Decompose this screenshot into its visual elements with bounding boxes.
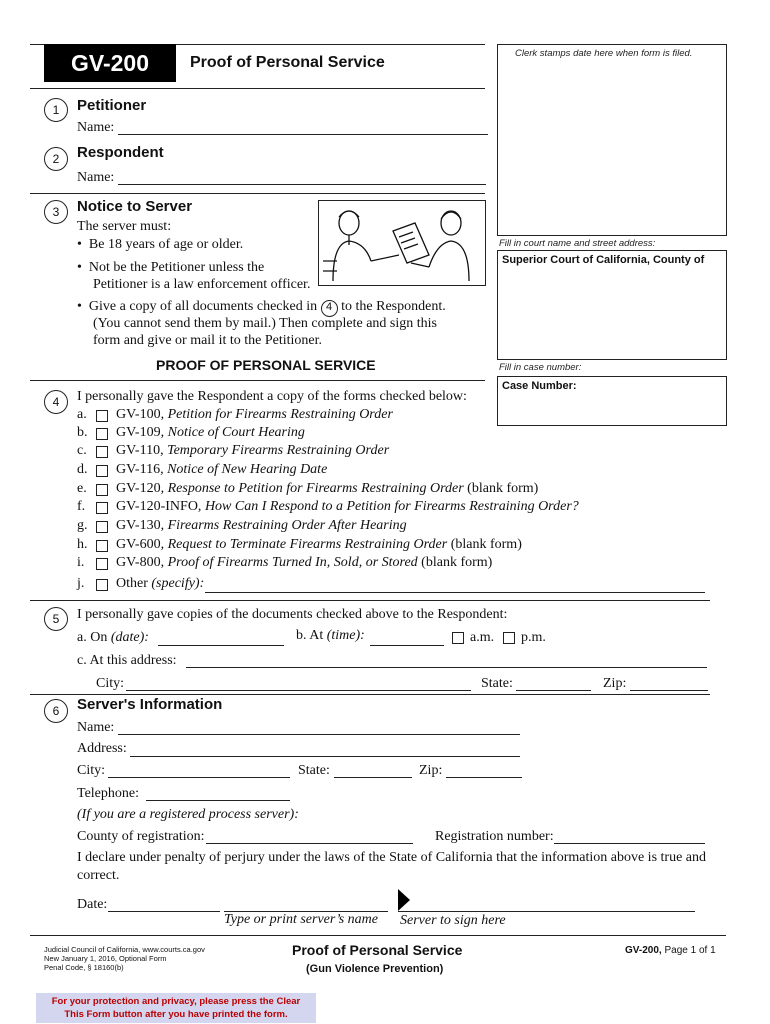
server-illustration bbox=[318, 200, 486, 286]
service-city-label: City: bbox=[96, 676, 125, 691]
case-number-label: Case Number: bbox=[502, 380, 577, 392]
footer-citation bbox=[44, 945, 205, 972]
form-item-h-label: GV-600, Request to Terminate Firearms Restraining Order (blank form) bbox=[116, 537, 522, 552]
service-address-field[interactable] bbox=[186, 667, 707, 668]
section-5-number: 5 bbox=[44, 607, 68, 631]
form-item-a-checkbox[interactable] bbox=[96, 410, 108, 422]
section-2-title: Respondent bbox=[77, 144, 164, 161]
service-date-label: a. On (date): bbox=[77, 630, 149, 645]
forms-given-intro: I personally gave the Respondent a copy of the forms checked below: bbox=[77, 389, 467, 404]
printed-name-caption: Type or print server’s name bbox=[224, 912, 378, 927]
server-rule-1: • Be 18 years of age or older. bbox=[77, 237, 244, 252]
form-item-f-label: GV-120-INFO, How Can I Respond to a Petition for Firearms Restraining Order? bbox=[116, 499, 579, 514]
clear-form-notice bbox=[36, 993, 316, 1023]
section-6-number: 6 bbox=[44, 699, 68, 723]
section-4-rule bbox=[30, 600, 710, 601]
signature-date-label: Date: bbox=[77, 897, 108, 912]
footer-rule bbox=[30, 935, 726, 936]
form-item-j: j. bbox=[77, 576, 85, 591]
footer-citation-line-1: Judicial Council of California, www.courts.ca.gov bbox=[44, 945, 205, 954]
form-item-b-label: GV-109, Notice of Court Hearing bbox=[116, 425, 305, 440]
proof-heading-rule bbox=[30, 380, 485, 381]
server-telephone-field[interactable] bbox=[146, 800, 290, 801]
server-rule-2: • Not be the Petitioner unless the bbox=[77, 260, 265, 275]
footer-citation-line-2: New January 1, 2016, Optional Form bbox=[44, 954, 167, 963]
server-rule-2-cont: Petitioner is a law enforcement officer. bbox=[93, 277, 311, 292]
server-zip-field[interactable] bbox=[446, 777, 522, 778]
server-rule-3-cont2: form and give or mail it to the Petitioner. bbox=[93, 333, 323, 348]
form-item-g-label: GV-130, Firearms Restraining Order After Hearing bbox=[116, 518, 407, 533]
clerk-stamp-box[interactable] bbox=[497, 44, 727, 236]
perjury-declaration: I declare under penalty of perjury under the laws of the State of California that the information above is true and bbox=[77, 850, 707, 865]
server-name-label: Name: bbox=[77, 720, 115, 735]
pm-label: p.m. bbox=[521, 630, 546, 645]
service-city-field[interactable] bbox=[126, 690, 471, 691]
respondent-name-field[interactable] bbox=[118, 184, 486, 185]
clear-form-notice-line-2: This Form button after you have printed the form. bbox=[64, 1009, 288, 1020]
form-item-f: f. bbox=[77, 499, 86, 514]
petitioner-name-label: Name: bbox=[77, 120, 115, 135]
documents-given-intro: I personally gave copies of the documents checked above to the Respondent: bbox=[77, 607, 508, 622]
registration-number-label: Registration number: bbox=[435, 829, 554, 844]
am-checkbox[interactable] bbox=[452, 632, 464, 644]
section-4-number: 4 bbox=[44, 390, 68, 414]
registration-number-field[interactable] bbox=[554, 843, 705, 844]
server-city-field[interactable] bbox=[108, 777, 290, 778]
footer-subtitle: (Gun Violence Prevention) bbox=[306, 963, 444, 975]
service-date-field[interactable] bbox=[158, 645, 284, 646]
respondent-name-label: Name: bbox=[77, 170, 115, 185]
form-item-f-checkbox[interactable] bbox=[96, 502, 108, 514]
footer-page-info: GV-200, Page 1 of 1 bbox=[625, 945, 716, 956]
form-item-i-checkbox[interactable] bbox=[96, 558, 108, 570]
service-time-label: b. At (time): bbox=[296, 628, 365, 643]
court-name-label: Superior Court of California, County of bbox=[502, 254, 705, 266]
service-zip-field[interactable] bbox=[630, 690, 708, 691]
server-signature-field[interactable] bbox=[398, 911, 695, 912]
proof-of-service-heading: PROOF OF PERSONAL SERVICE bbox=[156, 357, 376, 373]
service-state-field[interactable] bbox=[516, 690, 591, 691]
header-bottom-rule bbox=[30, 88, 485, 89]
service-address-label: c. At this address: bbox=[77, 653, 177, 668]
sign-here-arrow-icon bbox=[398, 889, 410, 911]
petitioner-name-field[interactable] bbox=[118, 134, 488, 135]
court-name-box[interactable] bbox=[497, 250, 727, 360]
server-state-field[interactable] bbox=[334, 777, 412, 778]
form-item-b: b. bbox=[77, 425, 88, 440]
clerk-stamp-note: Clerk stamps date here when form is filed. bbox=[515, 48, 693, 59]
am-label: a.m. bbox=[470, 630, 495, 645]
form-title: Proof of Personal Service bbox=[190, 54, 385, 71]
service-time-field[interactable] bbox=[370, 645, 444, 646]
other-form-label: Other (specify): bbox=[116, 576, 205, 591]
server-must-intro: The server must: bbox=[77, 219, 172, 234]
server-zip-label: Zip: bbox=[419, 763, 443, 778]
signature-caption: Server to sign here bbox=[400, 913, 506, 928]
signature-date-field[interactable] bbox=[108, 911, 220, 912]
form-item-g: g. bbox=[77, 518, 88, 533]
form-item-d-label: GV-116, Notice of New Hearing Date bbox=[116, 462, 328, 477]
people-exchange-icon bbox=[319, 201, 485, 285]
registered-server-note: (If you are a registered process server): bbox=[77, 807, 299, 822]
server-rule-3: • Give a copy of all documents checked in 4 to the Respondent. bbox=[77, 299, 446, 317]
form-item-e-label: GV-120, Response to Petition for Firearms Restraining Order (blank form) bbox=[116, 481, 539, 496]
form-item-c: c. bbox=[77, 443, 87, 458]
form-item-d-checkbox[interactable] bbox=[96, 465, 108, 477]
section-1-title: Petitioner bbox=[77, 97, 147, 114]
form-item-b-checkbox[interactable] bbox=[96, 428, 108, 440]
form-item-a: a. bbox=[77, 407, 87, 422]
form-item-h: h. bbox=[77, 537, 88, 552]
county-registration-label: County of registration: bbox=[77, 829, 205, 844]
form-item-i-label: GV-800, Proof of Firearms Turned In, Sold, or Stored (blank form) bbox=[116, 555, 493, 570]
section-1-number: 1 bbox=[44, 98, 68, 122]
other-form-field[interactable] bbox=[205, 592, 705, 593]
server-state-label: State: bbox=[298, 763, 330, 778]
server-rule-3-cont: (You cannot send them by mail.) Then complete and sign this bbox=[93, 316, 437, 331]
server-address-label: Address: bbox=[77, 741, 127, 756]
pm-checkbox[interactable] bbox=[503, 632, 515, 644]
form-item-h-checkbox[interactable] bbox=[96, 540, 108, 552]
server-telephone-label: Telephone: bbox=[77, 786, 139, 801]
footer-citation-line-3: Penal Code, § 18160(b) bbox=[44, 963, 124, 972]
case-number-note: Fill in case number: bbox=[499, 362, 582, 373]
section-3-title: Notice to Server bbox=[77, 198, 193, 215]
clear-form-notice-line-1: For your protection and privacy, please press the Clear bbox=[51, 996, 301, 1007]
service-state-label: State: bbox=[481, 676, 513, 691]
section-3-number: 3 bbox=[44, 200, 68, 224]
form-item-d: d. bbox=[77, 462, 88, 477]
item-4-reference: 4 bbox=[321, 300, 338, 317]
section-5-rule bbox=[30, 694, 710, 695]
form-item-g-checkbox[interactable] bbox=[96, 521, 108, 533]
form-item-a-label: GV-100, Petition for Firearms Restraining Order bbox=[116, 407, 393, 422]
form-item-e: e. bbox=[77, 481, 87, 496]
form-item-c-checkbox[interactable] bbox=[96, 446, 108, 458]
form-item-e-checkbox[interactable] bbox=[96, 484, 108, 496]
form-item-j-checkbox[interactable] bbox=[96, 579, 108, 591]
county-registration-field[interactable] bbox=[206, 843, 413, 844]
form-number-badge: GV-200 bbox=[44, 44, 176, 82]
court-name-note: Fill in court name and street address: bbox=[499, 238, 656, 249]
form-item-c-label: GV-110, Temporary Firearms Restraining Order bbox=[116, 443, 390, 458]
section-2-rule bbox=[30, 193, 485, 194]
server-address-field[interactable] bbox=[130, 756, 520, 757]
form-item-i: i. bbox=[77, 555, 85, 570]
perjury-declaration-cont: correct. bbox=[77, 868, 120, 883]
server-name-field[interactable] bbox=[118, 734, 520, 735]
service-zip-label: Zip: bbox=[603, 676, 627, 691]
server-city-label: City: bbox=[77, 763, 106, 778]
section-6-title: Server's Information bbox=[77, 696, 223, 713]
section-2-number: 2 bbox=[44, 147, 68, 171]
footer-title: Proof of Personal Service bbox=[292, 942, 463, 958]
